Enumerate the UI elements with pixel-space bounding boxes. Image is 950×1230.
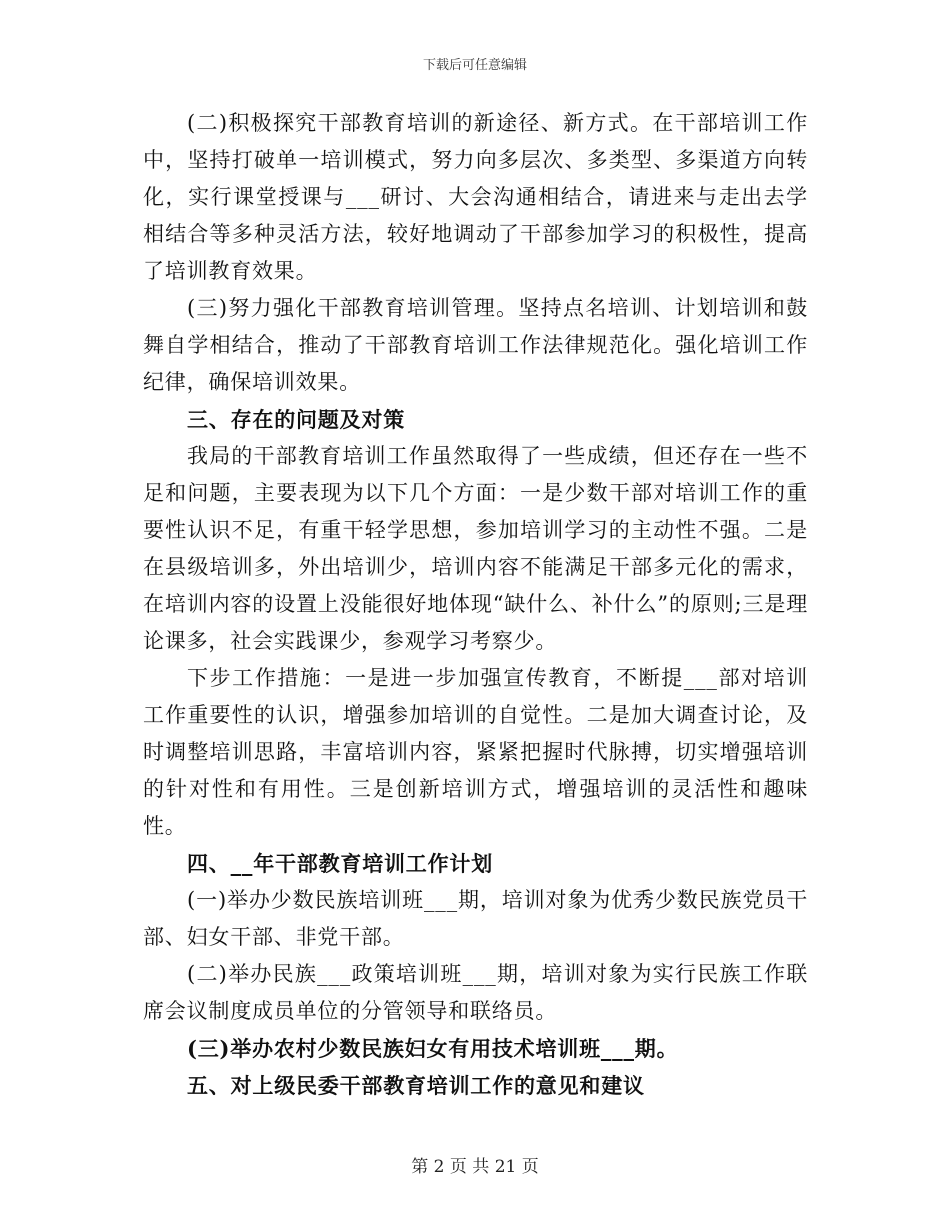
paragraph-2: (二)积极探究干部教育培训的新途径、新方式。在干部培训工作中，坚持打破单一培训模式，努力向多层次、多类型、多渠道方向转化，实行课堂授课与___研讨、大会沟通相结合，请进来与走出去学相结合等多种灵活方法，较好地调动了干部参加学习的积极性，提高了培训教育效果。: [143, 111, 808, 283]
paragraph-3: (三)努力强化干部教育培训管理。坚持点名培训、计划培训和鼓舞自学相结合，推动了干部教育培训工作法律规范化。强化培训工作纪律，确保培训效果。: [143, 296, 808, 394]
section-heading-3: 三、存在的问题及对策: [187, 407, 405, 432]
paragraph-measures: 下步工作措施：一是进一步加强宣传教育，不断提___部对培训工作重要性的认识，增强参加培训的自觉性。二是加大调查讨论，及时调整培训思路，丰富培训内容，紧紧把握时代脉搏，切实增强培训的针对性和有用性。三是创新培训方式，增强培训的灵活性和趣味性。: [143, 666, 808, 838]
page-header: 下载后可任意编辑: [422, 58, 527, 73]
paragraph-problems: 我局的干部教育培训工作虽然取得了一些成绩，但还存在一些不足和问题，主要表现为以下几个方面：一是少数干部对培训工作的重要性认识不足，有重干轻学思想，参加培训学习的主动性不强。二是在县级培训多，外出培训少，培训内容不能满足干部多元化的需求，在培训内容的设置上没能很好地体现“缺什么、补什么”的原则;三是理论课多，社会实践课少，参观学习考察少。: [143, 444, 808, 653]
section-heading-4: 四、__年干部教育培训工作计划: [187, 851, 493, 876]
plan-item-3: (三)举办农村少数民族妇女有用技术培训班___期。: [187, 1036, 679, 1061]
section-heading-5: 五、对上级民委干部教育培训工作的意见和建议: [187, 1073, 645, 1098]
document-body: [143, 105, 808, 1104]
page-number: 第 2 页 共 21 页: [411, 1157, 539, 1177]
plan-item-1: (一)举办少数民族培训班___期，培训对象为优秀少数民族党员干部、妇女干部、非党干部。: [143, 888, 808, 949]
plan-item-2: (二)举办民族___政策培训班___期，培训对象为实行民族工作联席会议制度成员单位的分管领导和联络员。: [143, 962, 808, 1023]
